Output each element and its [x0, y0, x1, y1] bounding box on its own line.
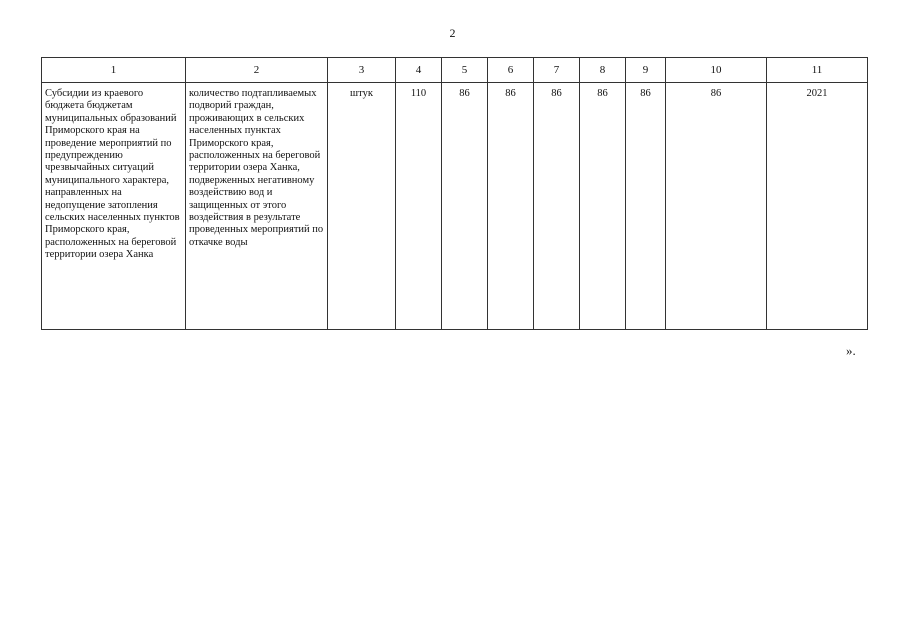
header-cell: 11: [767, 58, 868, 83]
header-cell: 1: [42, 58, 186, 83]
value-cell-4: 110: [396, 83, 442, 330]
header-cell: 7: [534, 58, 580, 83]
value-cell-7: 86: [534, 83, 580, 330]
header-cell: 8: [580, 58, 626, 83]
header-cell: 10: [666, 58, 767, 83]
value-cell-5: 86: [442, 83, 488, 330]
value-cell-10: 86: [666, 83, 767, 330]
header-cell: 4: [396, 58, 442, 83]
unit-cell: штук: [328, 83, 396, 330]
closing-quote-mark: ».: [846, 343, 856, 358]
value-cell-9: 86: [626, 83, 666, 330]
indicators-table: [41, 57, 868, 330]
year-cell: 2021: [767, 83, 868, 330]
table-header-row: [42, 58, 868, 83]
header-cell: 9: [626, 58, 666, 83]
header-cell: 2: [186, 58, 328, 83]
header-cell: 3: [328, 58, 396, 83]
table-row: [42, 83, 868, 330]
header-cell: 6: [488, 58, 534, 83]
header-cell: 5: [442, 58, 488, 83]
indicator-name-cell: количество подтапливаемых подворий граждан, проживающих в сельских населенных пунктах Приморского края, расположенных на береговой территории озера Ханка, подверженных негативному воздействию вод и защищенных от этого воздействия в результате проведенных мероприятий по откачке воды: [186, 83, 328, 330]
value-cell-8: 86: [580, 83, 626, 330]
measure-name-cell: Субсидии из краевого бюджета бюджетам муниципальных образований Приморского края на проведение мероприятий по предупреждению чрезвычайных ситуаций муниципального характера, направленных на недопущение затопления сельских населенных пунктов Приморского края, расположенных на береговой территории озера Ханка: [42, 83, 186, 330]
page-number: 2: [449, 26, 456, 40]
value-cell-6: 86: [488, 83, 534, 330]
